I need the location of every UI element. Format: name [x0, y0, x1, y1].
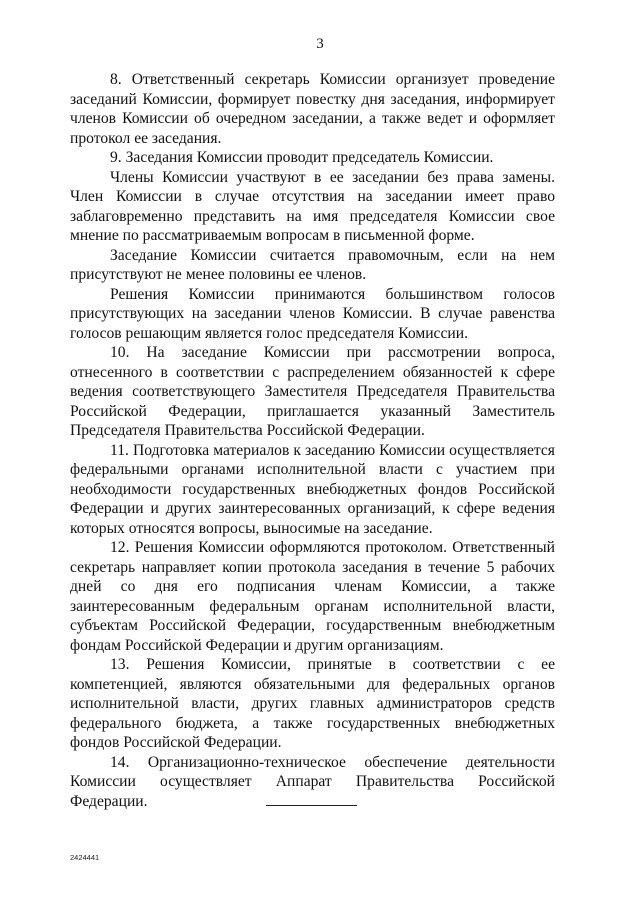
- paragraph-item-8: 8. Ответственный секретарь Комиссии организует проведение заседаний Комиссии, формирует повестку дня заседания, информирует членов Комиссии об очередном заседании, а также ведет и оформляет протокол ее заседания.: [70, 71, 555, 147]
- paragraph-item-12: 12. Решения Комиссии оформляются протоколом. Ответственный секретарь направляет копии протокола заседания в течение 5 рабочих дней со дня его подписания членам Комиссии, а также заинтересованным федеральным органам исполнительной власти, субъектам Российской Федерации, государственным внебюджетным фондам Российской Федерации и другим организациям.: [70, 539, 555, 654]
- paragraph-item-13: 13. Решения Комиссии, принятые в соответствии с ее компетенцией, являются обязательными для федеральных органов исполнительной власти, других главных администраторов средств федерального бюджета, а также государственных внебюджетных фондов Российской Федерации.: [70, 656, 555, 751]
- paragraph-quorum: Заседание Комиссии считается правомочным, если на нем присутствуют не менее половины ее членов.: [70, 246, 555, 283]
- end-separator-line: [266, 805, 357, 806]
- page-number: 3: [316, 36, 324, 52]
- document-code: 2424441: [70, 853, 100, 862]
- paragraph-item-10: 10. На заседание Комиссии при рассмотрении вопроса, отнесенного в соответствии с распределением обязанностей к сфере ведения соответствующего Заместителя Председателя Правительства Российской Федерации, приглашается указанный Заместитель Председателя Правительства Российской Федерации.: [70, 344, 555, 439]
- paragraph-item-11: 11. Подготовка материалов к заседанию Комиссии осуществляется федеральными органами исполнительной власти с участием при необходимости государственных внебюджетных фондов Российской Федерации и других заинтересованных организаций, к сфере ведения которых относятся вопросы, выносимые на заседание.: [70, 441, 555, 537]
- paragraph-decisions: Решения Комиссии принимаются большинством голосов присутствующих на заседании членов Комиссии. В случае равенства голосов решающим является голос председателя Комиссии.: [70, 285, 555, 342]
- paragraph-item-9: 9. Заседания Комиссии проводит председатель Комиссии.: [110, 149, 494, 166]
- document-body: [70, 70, 555, 811]
- paragraph-item-14: 14. Организационно-техническое обеспечение деятельности Комиссии осуществляет Аппарат Правительства Российской Федерации.: [70, 753, 555, 810]
- paragraph-members: Члены Комиссии участвуют в ее заседании без права замены. Член Комиссии в случае отсутствия на заседании имеет право заблаговременно представить на имя председателя Комиссии свое мнение по рассматриваемым вопросам в письменной форме.: [70, 168, 555, 244]
